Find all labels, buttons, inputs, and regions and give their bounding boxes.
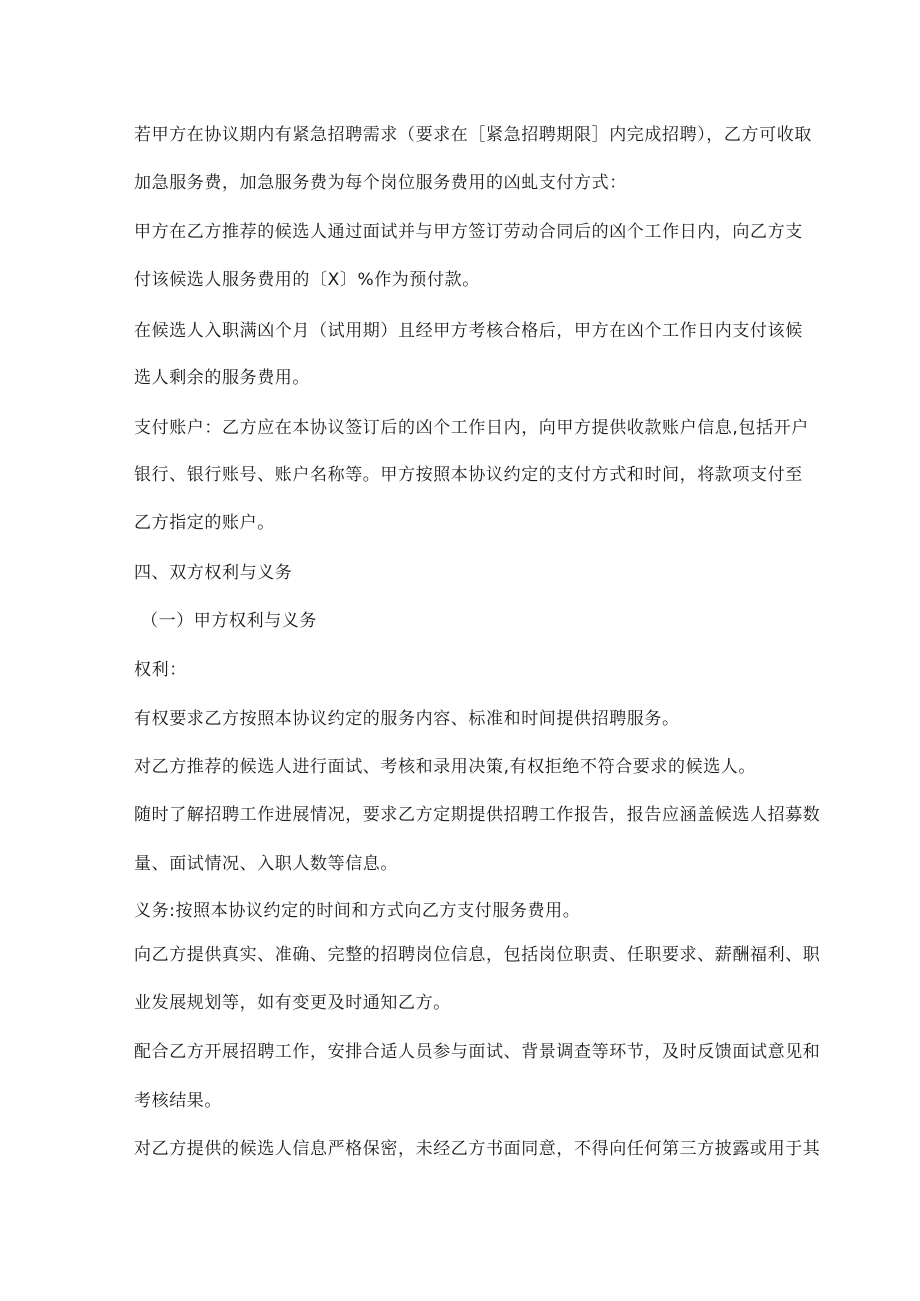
- paragraph-line: 考核结果。: [134, 1091, 222, 1111]
- paragraph-line: 银行、银行账号、账户名称等。甲方按照本协议约定的支付方式和时间，将款项支付至: [134, 465, 803, 485]
- paragraph-line: 量、面试情况、入职人数等信息。: [134, 854, 398, 874]
- paragraph-line: 权利：: [134, 660, 187, 680]
- paragraph-line: 乙方指定的账户。: [134, 513, 275, 533]
- section-heading: 四、双方权利与义务: [134, 563, 293, 583]
- paragraph-line: 支付账户：乙方应在本协议签订后的凶个工作日内，向甲方提供收款账户信息,包括开户: [134, 418, 809, 438]
- paragraph-line: 配合乙方开展招聘工作，安排合适人员参与面试、背景调查等环节，及时反馈面试意见和: [134, 1042, 821, 1062]
- subsection-heading: （一）甲方权利与义务: [141, 611, 317, 631]
- paragraph-line: 向乙方提供真实、准确、完整的招聘岗位信息，包括岗位职责、任职要求、薪酬福利、职: [134, 945, 821, 965]
- paragraph-line: 业发展规划等，如有变更及时通知乙方。: [134, 993, 451, 1013]
- paragraph-line: 对乙方推荐的候选人进行面试、考核和录用决策,有权拒绝不符合要求的候选人。: [134, 757, 757, 777]
- paragraph-line: 付该候选人服务费用的〔X〕%作为预付款。: [134, 270, 480, 290]
- paragraph-line: 在候选人入职满凶个月（试用期）且经甲方考核合格后，甲方在凶个工作日内支付该候: [134, 321, 803, 341]
- paragraph-line: 有权要求乙方按照本协议约定的服务内容、标准和时间提供招聘服务。: [134, 709, 680, 729]
- paragraph-line: 加急服务费，加急服务费为每个岗位服务费用的凶虬支付方式：: [134, 173, 627, 193]
- paragraph-line: 若甲方在协议期内有紧急招聘需求（要求在［紧急招聘期限］内完成招聘），乙方可收取: [134, 125, 812, 145]
- paragraph-line: 甲方在乙方推荐的候选人通过面试并与甲方签订劳动合同后的凶个工作日内，向乙方支: [134, 222, 803, 242]
- paragraph-line: 义务:按照本协议约定的时间和方式向乙方支付服务费用。: [134, 901, 581, 921]
- paragraph-line: 选人剩余的服务费用。: [134, 368, 310, 388]
- paragraph-line: 随时了解招聘工作进展情况，要求乙方定期提供招聘工作报告，报告应涵盖候选人招募数: [134, 805, 821, 825]
- paragraph-line: 对乙方提供的候选人信息严格保密，未经乙方书面同意，不得向任何第三方披露或用于其: [134, 1139, 821, 1159]
